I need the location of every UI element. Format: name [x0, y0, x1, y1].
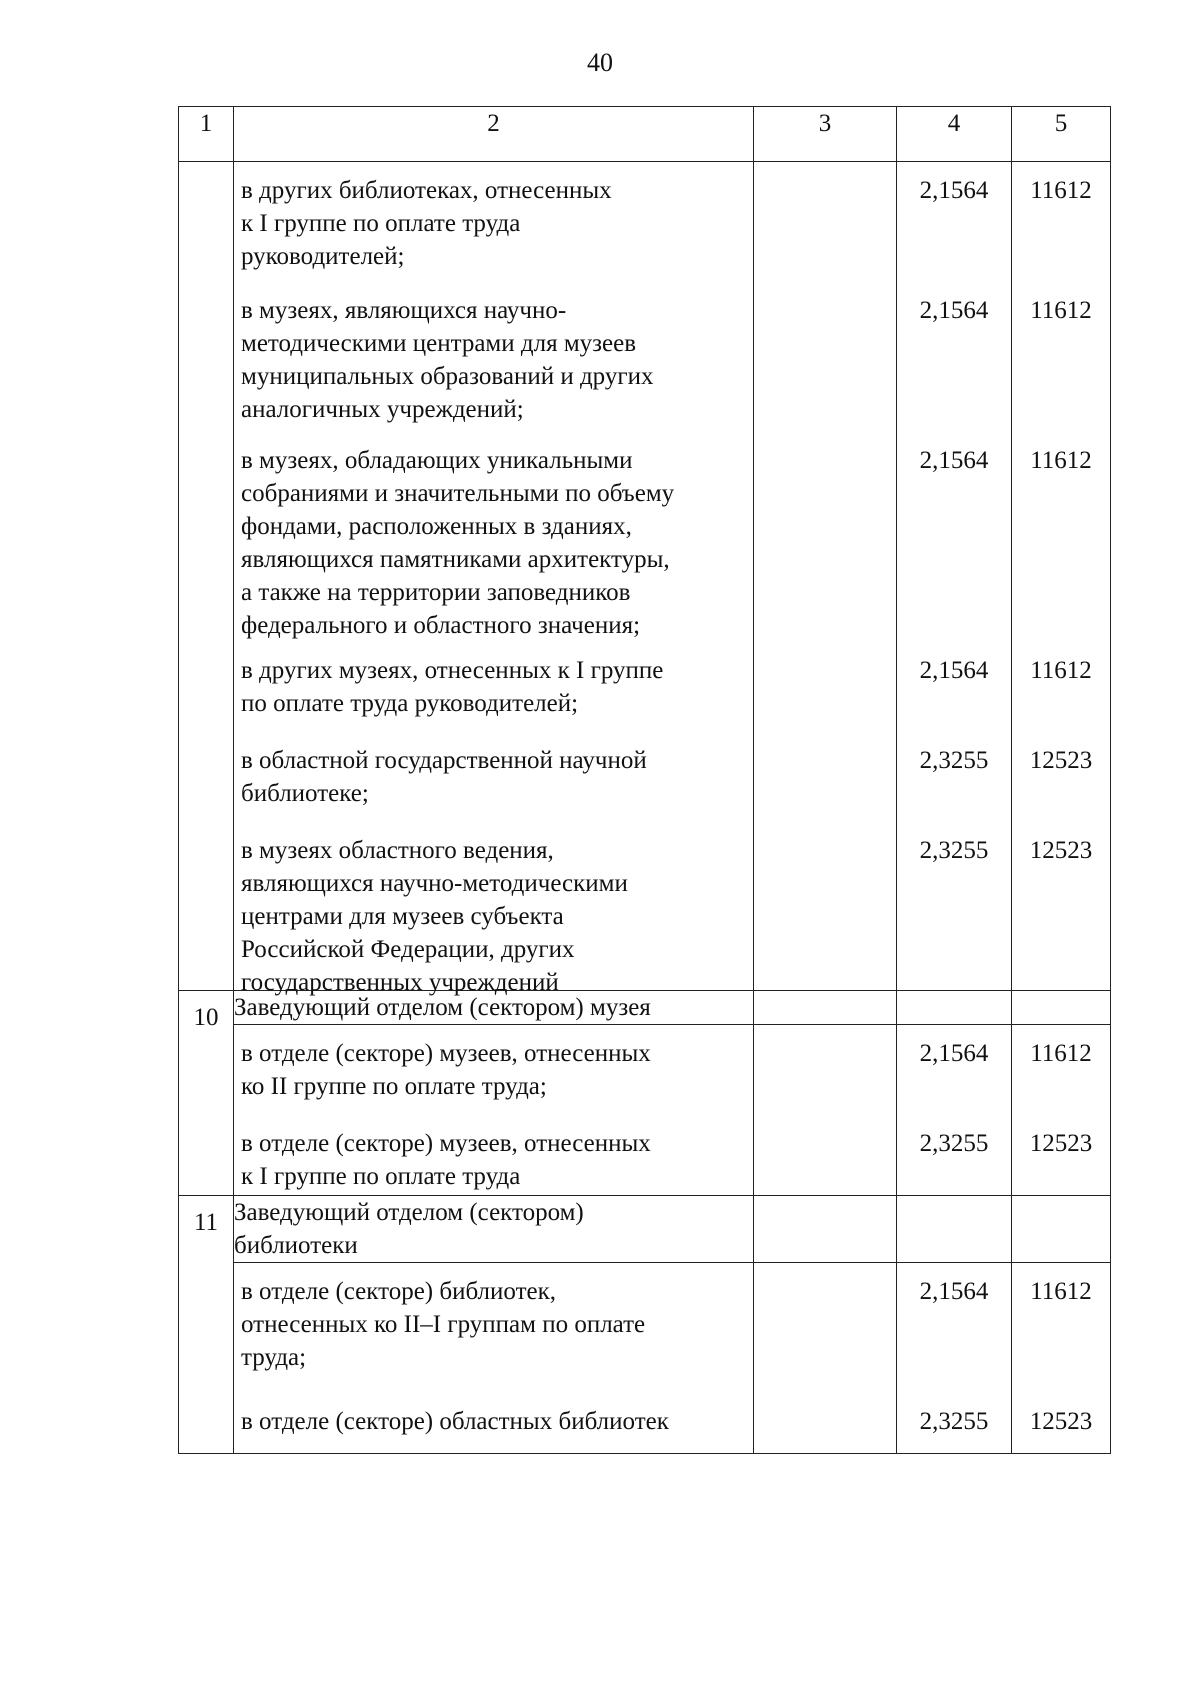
- table-row: [179, 162, 1111, 991]
- entry-text: в отделе (секторе) библиотек, отнесенных ко II–I группам по оплате труда;: [241, 1278, 646, 1371]
- coefficient-value: 2,1564: [919, 1040, 989, 1067]
- entries-description-cell: [234, 162, 754, 996]
- entry-text: в отделе (секторе) музеев, отнесенных ко II группе по оплате труда;: [241, 1040, 651, 1100]
- coefficient-cell: [897, 162, 1012, 991]
- entries-description-cell: [234, 1025, 754, 1196]
- entry-text: в других музеях, отнесенных к I группе по оплате труда руководителей;: [241, 657, 664, 717]
- row-number: 10: [179, 991, 234, 1196]
- entry-text: в музеях, являющихся научно- методическими центрами для музеев муниципальных образований и других аналогичных учреждений;: [241, 297, 654, 423]
- salary-value: 11612: [1030, 1040, 1092, 1067]
- coefficient-cell: [897, 991, 1012, 1025]
- entry-text: в музеях областного ведения, являющихся научно-методическими центрами для музеев субъекта Российской Федерации, других государственных учреждений: [241, 837, 628, 996]
- table-row: [179, 1196, 1111, 1263]
- entry-text: в областной государственной научной библиотеке;: [241, 747, 647, 807]
- column-3-cell: [754, 1025, 897, 1196]
- salary-value: 11612: [1030, 447, 1092, 474]
- entry-text: в отделе (секторе) музеев, отнесенных к I группе по оплате труда: [241, 1130, 651, 1190]
- position-title: Заведующий отделом (сектором) библиотеки: [234, 1196, 754, 1263]
- header-cell-4: 4: [897, 107, 1012, 162]
- header-cell-1: 1: [179, 107, 234, 162]
- position-title: Заведующий отделом (сектором) музея: [234, 991, 754, 1025]
- coefficient-value: 2,1564: [919, 447, 989, 474]
- salary-cell: [1012, 1025, 1111, 1196]
- coefficient-value: 2,3255: [919, 837, 989, 864]
- row-number: 11: [179, 1196, 234, 1454]
- coefficient-cell: [897, 1196, 1012, 1263]
- entry-text: в отделе (секторе) областных библиотек: [241, 1408, 669, 1435]
- salary-value: 11612: [1030, 657, 1092, 684]
- salary-cell: [1012, 991, 1111, 1025]
- salary-value: 12523: [1029, 747, 1093, 774]
- table-row: [179, 1263, 1111, 1454]
- coefficient-value: 2,3255: [919, 747, 989, 774]
- entry-text: в музеях, обладающих уникальными собраниями и значительными по объему фондами, расположенных в зданиях, являющихся памятниками архитектуры, а также на территории заповедников федерального и областного значения;: [241, 447, 675, 639]
- salary-value: 12523: [1029, 1408, 1093, 1435]
- salary-value: 11612: [1030, 297, 1092, 324]
- page-number: 40: [587, 48, 613, 77]
- header-cell-3: 3: [754, 107, 897, 162]
- salary-cell: [1012, 1263, 1111, 1454]
- salary-cell: [1012, 1196, 1111, 1263]
- coefficient-value: 2,1564: [919, 657, 989, 684]
- number-cell-empty: [179, 162, 234, 991]
- table-row: [179, 991, 1111, 1025]
- entry-text: в других библиотеках, отнесенных к I группе по оплате труда руководителей;: [241, 177, 612, 270]
- column-3-cell: [754, 1263, 897, 1454]
- header-cell-5: 5: [1012, 107, 1111, 162]
- coefficient-cell: [897, 1263, 1012, 1454]
- column-3-cell: [754, 1196, 897, 1263]
- coefficient-value: 2,1564: [919, 297, 989, 324]
- header-cell-2: 2: [234, 107, 754, 162]
- salary-cell: [1012, 162, 1111, 991]
- salary-value: 12523: [1029, 837, 1093, 864]
- coefficient-value: 2,3255: [919, 1130, 989, 1157]
- salary-value: 11612: [1030, 177, 1092, 204]
- coefficient-cell: [897, 1025, 1012, 1196]
- coefficient-value: 2,1564: [919, 1278, 989, 1305]
- table-row: [179, 1025, 1111, 1196]
- column-3-cell: [754, 162, 897, 991]
- coefficient-value: 2,3255: [919, 1408, 989, 1435]
- coefficient-value: 2,1564: [919, 177, 989, 204]
- salary-value: 11612: [1030, 1278, 1092, 1305]
- rates-table: [178, 106, 1111, 1454]
- header-row: [179, 107, 1111, 162]
- entries-description-cell: [234, 1263, 754, 1454]
- column-3-cell: [754, 991, 897, 1025]
- salary-value: 12523: [1029, 1130, 1093, 1157]
